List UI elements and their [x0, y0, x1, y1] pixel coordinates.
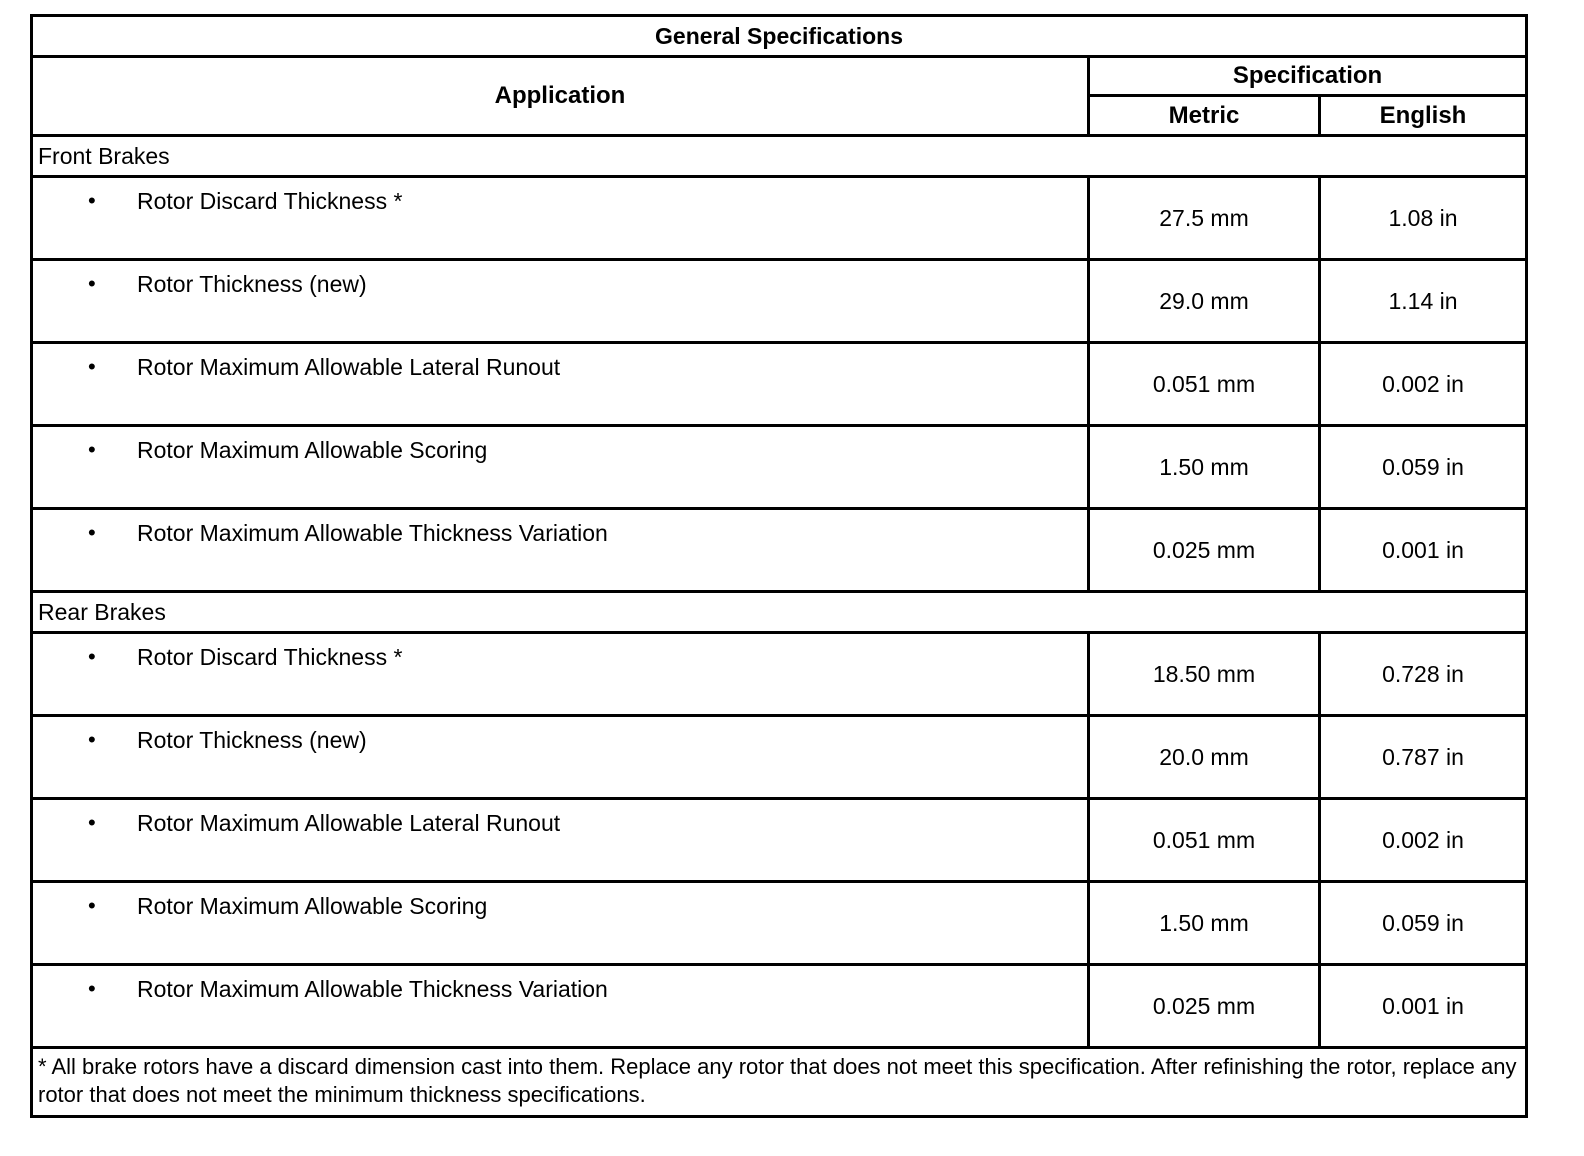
application-cell — [32, 426, 1089, 509]
english-value: 0.728 in — [1320, 633, 1527, 716]
application-cell — [32, 343, 1089, 426]
english-value: 0.002 in — [1320, 799, 1527, 882]
metric-value: 0.025 mm — [1089, 965, 1320, 1048]
general-specifications-table — [30, 14, 1528, 1118]
table-title: General Specifications — [32, 16, 1527, 57]
english-header: English — [1320, 96, 1527, 136]
application-label: Rotor Discard Thickness * — [137, 644, 403, 670]
bullet-icon: • — [88, 810, 96, 835]
table-row — [32, 343, 1527, 426]
english-value: 1.14 in — [1320, 260, 1527, 343]
english-value: 0.001 in — [1320, 965, 1527, 1048]
bullet-icon: • — [88, 893, 96, 918]
section-front-brakes: Front Brakes — [32, 136, 1527, 177]
metric-value: 0.051 mm — [1089, 343, 1320, 426]
application-cell — [32, 260, 1089, 343]
table-row — [32, 177, 1527, 260]
section-rear-brakes: Rear Brakes — [32, 592, 1527, 633]
metric-value: 20.0 mm — [1089, 716, 1320, 799]
application-label: Rotor Thickness (new) — [137, 727, 367, 753]
application-cell — [32, 799, 1089, 882]
table-row — [32, 633, 1527, 716]
application-label: Rotor Thickness (new) — [137, 271, 367, 297]
application-cell — [32, 965, 1089, 1048]
metric-value: 18.50 mm — [1089, 633, 1320, 716]
application-label: Rotor Discard Thickness * — [137, 188, 403, 214]
english-value: 0.001 in — [1320, 509, 1527, 592]
application-label: Rotor Maximum Allowable Thickness Variation — [137, 520, 608, 546]
metric-value: 1.50 mm — [1089, 426, 1320, 509]
english-value: 0.787 in — [1320, 716, 1527, 799]
bullet-icon: • — [88, 271, 96, 296]
application-cell — [32, 882, 1089, 965]
english-value: 0.002 in — [1320, 343, 1527, 426]
english-value: 1.08 in — [1320, 177, 1527, 260]
metric-value: 0.025 mm — [1089, 509, 1320, 592]
table-row — [32, 426, 1527, 509]
application-label: Rotor Maximum Allowable Scoring — [137, 437, 488, 463]
specification-header: Specification — [1089, 57, 1527, 96]
table-row — [32, 799, 1527, 882]
application-label: Rotor Maximum Allowable Thickness Variation — [137, 976, 608, 1002]
bullet-icon: • — [88, 437, 96, 462]
metric-value: 0.051 mm — [1089, 799, 1320, 882]
application-cell — [32, 509, 1089, 592]
table-row — [32, 882, 1527, 965]
application-label: Rotor Maximum Allowable Scoring — [137, 893, 488, 919]
footnote: * All brake rotors have a discard dimension cast into them. Replace any rotor that does not meet this specification. After refinishing the rotor, replace any rotor that does not meet the minimum thickness specifications. — [32, 1048, 1527, 1117]
table-row — [32, 509, 1527, 592]
metric-value: 27.5 mm — [1089, 177, 1320, 260]
metric-value: 1.50 mm — [1089, 882, 1320, 965]
application-cell — [32, 633, 1089, 716]
english-value: 0.059 in — [1320, 426, 1527, 509]
table-row — [32, 716, 1527, 799]
application-label: Rotor Maximum Allowable Lateral Runout — [137, 354, 561, 380]
metric-header: Metric — [1089, 96, 1320, 136]
bullet-icon: • — [88, 976, 96, 1001]
metric-value: 29.0 mm — [1089, 260, 1320, 343]
bullet-icon: • — [88, 354, 96, 379]
application-header: Application — [32, 57, 1089, 136]
application-label: Rotor Maximum Allowable Lateral Runout — [137, 810, 561, 836]
bullet-icon: • — [88, 644, 96, 669]
english-value: 0.059 in — [1320, 882, 1527, 965]
table-row — [32, 965, 1527, 1048]
bullet-icon: • — [88, 188, 96, 213]
application-cell — [32, 177, 1089, 260]
application-cell — [32, 716, 1089, 799]
table-row — [32, 260, 1527, 343]
bullet-icon: • — [88, 727, 96, 752]
bullet-icon: • — [88, 520, 96, 545]
